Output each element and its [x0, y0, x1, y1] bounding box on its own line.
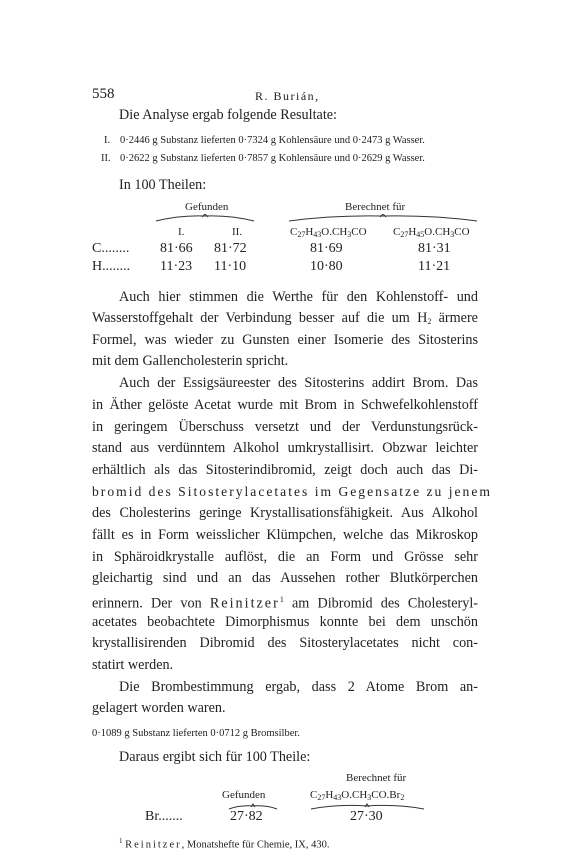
col-I: I.	[178, 226, 185, 238]
calc-label: Berechnet für	[345, 201, 406, 213]
text-line: in Sphäroidkrystalle auflöst, die an Form und Grösse sehr	[92, 549, 478, 565]
footnote: $^1$ Reinitzer, Monatshefte für Chemie, IX, 430.	[119, 837, 330, 851]
text-line: mit dem Gallencholesterin spricht.	[92, 353, 289, 369]
running-head-author: R. Burián,	[255, 89, 320, 103]
text-line: bromid des Sitosterylacetates im Gegensatze zu jenem	[92, 484, 492, 499]
formula-2: $C_{27}H_{45}O.CH_3CO$	[393, 226, 470, 239]
row-H-c2: 11·21	[418, 259, 451, 274]
daraus-heading: Daraus ergibt sich für 100 Theile:	[119, 749, 311, 765]
text-line: Wasserstoffgehalt der Verbindung besser auf die um $H_2$ ärmere	[92, 310, 478, 326]
text-line: Auch hier stimmen die Werthe für den Kohlenstoff- und	[119, 289, 478, 305]
result-text-1: 0·2446 g Substanz lieferten 0·7324 g Kohlensäure und 0·2473 g Wasser.	[120, 135, 425, 146]
analysis-intro: Die Analyse ergab folgende Resultate:	[119, 107, 338, 123]
text-line: stand aus verdünntem Alkohol umkrystallisirt. Obzwar leichter	[92, 440, 478, 456]
text-line: fällt es in Form weisslicher Klümpchen, welche das Mikroskop	[92, 527, 478, 543]
text-line: Auch der Essigsäureester des Sitosterins addirt Brom. Das	[119, 375, 478, 391]
row-Br-calc: 27·30	[350, 809, 383, 824]
calc-brace	[288, 214, 478, 222]
result-num-1: I.	[104, 135, 111, 146]
row-label-C: C........	[92, 241, 130, 256]
text-line: acetates beobachtete Dimorphismus konnte bei dem unschön	[92, 614, 478, 630]
text-line: gelagert worden waren.	[92, 700, 226, 716]
row-H-v2: 11·10	[214, 259, 247, 274]
row-label-H: H........	[92, 259, 131, 274]
found-label-2: Gefunden	[222, 789, 266, 801]
calc-label-2: Berechnet für	[346, 772, 407, 784]
found-label: Gefunden	[185, 201, 229, 213]
text-line: gleichartig sind und an das Aussehen rother Blutkörperchen	[92, 570, 478, 586]
text-line: Formel, was wieder zu Gunsten einer Isomerie des Sitosterins	[92, 332, 478, 348]
text-line: in Äther gelöste Acetat wurde mit Brom in Schwefelkohlenstoff	[92, 397, 478, 413]
row-C-v2: 81·72	[214, 241, 247, 256]
result-text-2: 0·2622 g Substanz lieferten 0·7857 g Kohlensäure und 0·2629 g Wasser.	[120, 153, 425, 164]
bromine-result: 0·1089 g Substanz lieferten 0·0712 g Bromsilber.	[92, 728, 300, 739]
in-100-heading: In 100 Theilen:	[119, 177, 207, 193]
text-line: Die Brombestimmung ergab, dass 2 Atome Brom an-	[119, 679, 478, 695]
text-line: in geringem Überschuss versetzt und der Verdunstungsrück-	[92, 419, 478, 435]
text-line: des Cholesterins geringe Krystallisationsfähigkeit. Aus Alkohol	[92, 505, 478, 521]
formula-1: $C_{27}H_{43}O.CH_3CO$	[290, 226, 367, 239]
row-H-c1: 10·80	[310, 259, 343, 274]
row-C-c1: 81·69	[310, 241, 343, 256]
result-num-2: II.	[101, 153, 111, 164]
row-H-v1: 11·23	[160, 259, 193, 274]
col-II: II.	[232, 226, 243, 238]
text-line: statirt werden.	[92, 657, 174, 673]
text-line: erinnern. Der von Reinitzer$^1$ am Dibromid des Cholesteryl-	[92, 595, 478, 612]
text-line: krystallisirenden Dibromid des Sitosterylacetates nicht con-	[92, 635, 478, 651]
row-C-c2: 81·31	[418, 241, 451, 256]
row-label-Br: Br.......	[145, 809, 183, 824]
text-line: erhältlich als das Sitosterindibromid, zeigt doch auch das Di-	[92, 462, 478, 478]
row-Br-found: 27·82	[230, 809, 263, 824]
formula-br: $C_{27}H_{43}O.CH_3CO.Br_2$	[310, 789, 405, 802]
row-C-v1: 81·66	[160, 241, 193, 256]
page-number: 558	[92, 86, 115, 102]
found-brace	[155, 214, 255, 222]
